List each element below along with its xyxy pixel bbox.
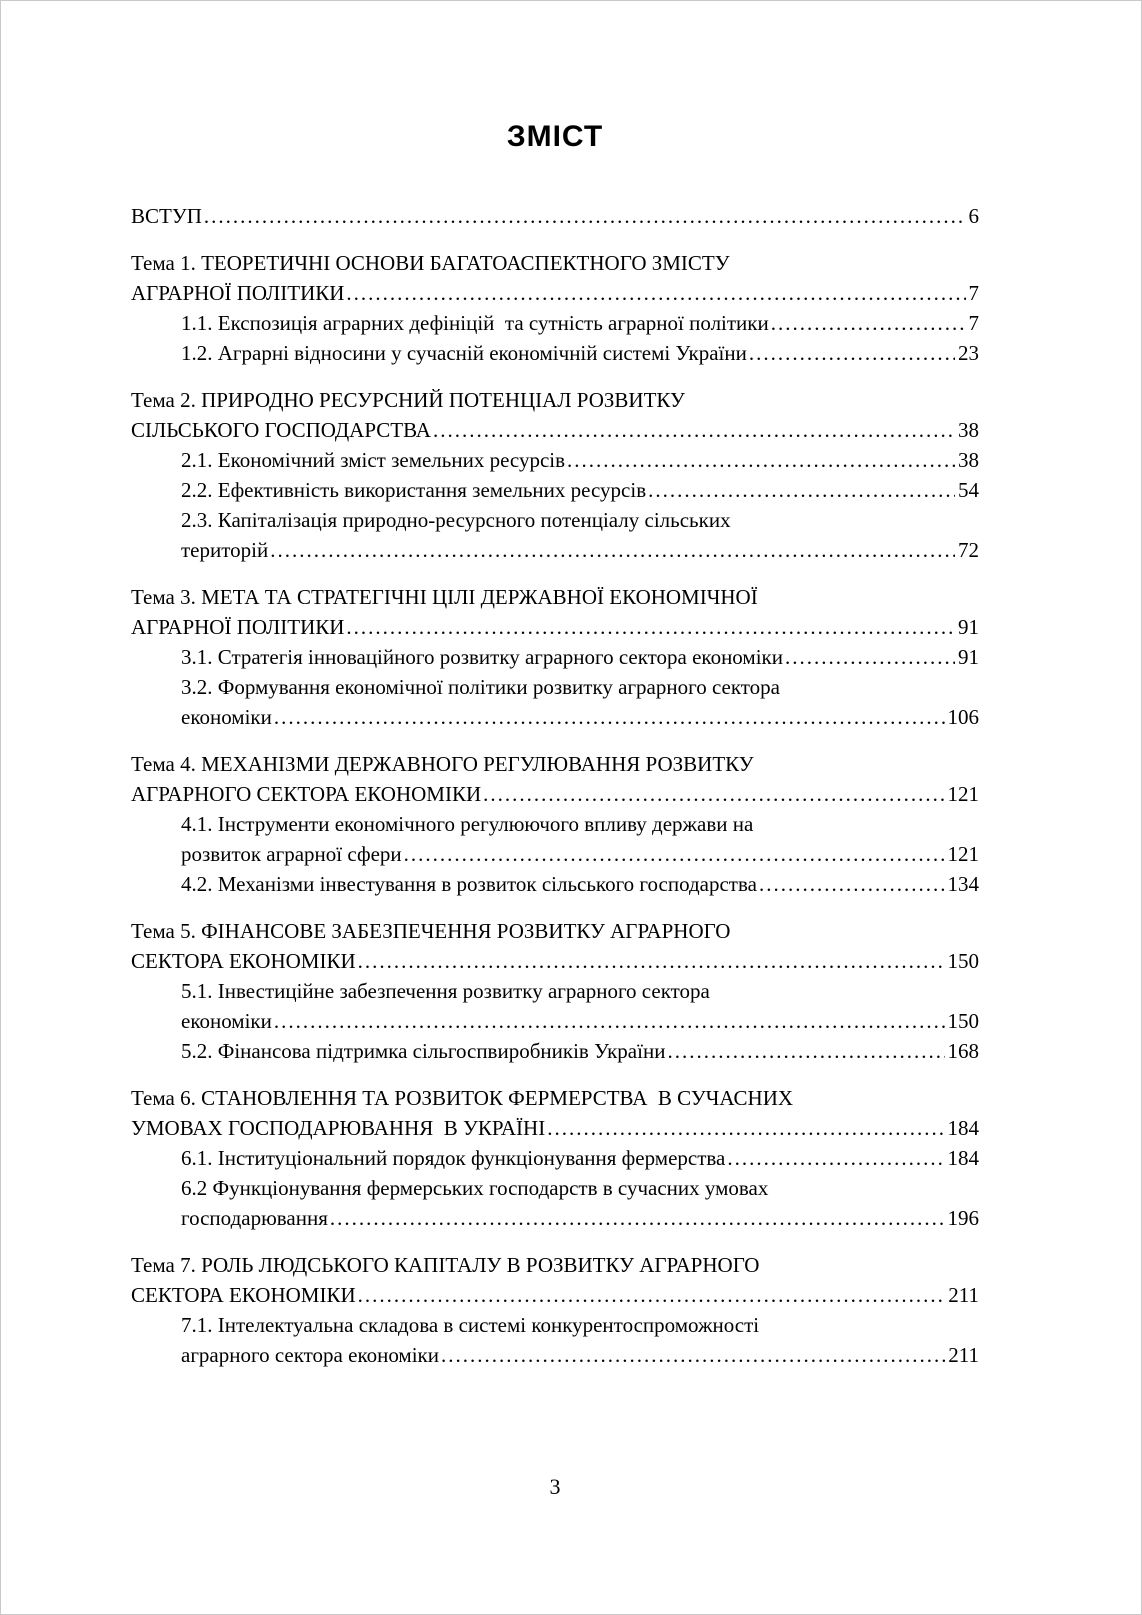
toc-line — [131, 201, 979, 231]
dotted-leader — [330, 1203, 945, 1233]
dotted-leader — [667, 1036, 944, 1066]
toc-page-number: 7 — [968, 311, 979, 335]
toc-page-number: 38 — [958, 418, 979, 442]
toc-line — [131, 385, 979, 415]
toc-entry — [131, 308, 979, 338]
toc-line — [181, 642, 979, 672]
toc-entry — [131, 505, 979, 565]
toc-entry-text: УМОВАХ ГОСПОДАРЮВАННЯ В УКРАЇНІ — [131, 1116, 546, 1140]
toc-page-number: 23 — [958, 341, 979, 365]
toc-entry-text: 2.1. Економічний зміст земельних ресурсів — [181, 448, 566, 472]
toc-entry-text: Тема 5. ФІНАНСОВЕ ЗАБЕЗПЕЧЕННЯ РОЗВИТКУ АГРАРНОГО — [131, 919, 731, 943]
toc-entry — [131, 916, 979, 976]
toc-line — [131, 1083, 979, 1113]
toc-line — [181, 976, 979, 1006]
toc-entry-text: Тема 4. МЕХАНІЗМИ ДЕРЖАВНОГО РЕГУЛЮВАННЯ РОЗВИТКУ — [131, 752, 754, 776]
toc-entry-text: 4.2. Механізми інвестування в розвиток сільського господарства — [181, 872, 757, 896]
toc-entry-text: господарювання — [181, 1206, 328, 1230]
page-title: ЗМІСТ — [506, 120, 604, 153]
toc-line — [131, 1113, 979, 1143]
toc-entry — [131, 976, 979, 1036]
toc-entry-text: економіки — [181, 1009, 272, 1033]
toc-page-number: 168 — [947, 1039, 979, 1063]
toc-line — [181, 1173, 979, 1203]
dotted-leader — [358, 1280, 946, 1310]
toc-page-number: 150 — [947, 1009, 979, 1033]
toc-entry-text: 5.2. Фінансова підтримка сільгоспвиробників України — [181, 1039, 666, 1063]
toc-entry-text: 1.2. Аграрні відносини у сучасній економічній системі України — [181, 341, 747, 365]
toc-entry — [131, 201, 979, 231]
toc-line — [181, 475, 979, 505]
toc-line — [181, 308, 979, 338]
toc-entry — [131, 1036, 979, 1066]
dotted-leader — [749, 338, 955, 368]
toc-line — [181, 1203, 979, 1233]
toc-page-number: 211 — [948, 1283, 979, 1307]
dotted-leader — [270, 535, 955, 565]
toc-page-number: 134 — [947, 872, 979, 896]
toc-line — [181, 809, 979, 839]
toc-page-number: 121 — [947, 842, 979, 866]
toc-page-number: 150 — [947, 949, 979, 973]
dotted-leader — [346, 278, 965, 308]
toc-entry-text: АГРАРНОГО СЕКТОРА ЕКОНОМІКИ — [131, 782, 482, 806]
dotted-leader — [404, 839, 945, 869]
toc-page-number: 54 — [958, 478, 979, 502]
dotted-leader — [771, 308, 966, 338]
toc-entry — [131, 582, 979, 642]
toc-page-number: 6 — [968, 204, 979, 228]
page-content — [131, 119, 979, 1370]
toc-line — [131, 415, 979, 445]
toc-page-number: 121 — [947, 782, 979, 806]
toc-line — [131, 1250, 979, 1280]
dotted-leader — [433, 415, 955, 445]
toc-line — [131, 1280, 979, 1310]
dotted-leader — [785, 642, 955, 672]
toc-entry-text: територій — [181, 538, 269, 562]
toc-page-number: 106 — [947, 705, 979, 729]
toc-line — [181, 1036, 979, 1066]
dotted-leader — [648, 475, 955, 505]
toc-entry-text: економіки — [181, 705, 272, 729]
toc-line — [181, 839, 979, 869]
dotted-leader — [274, 702, 945, 732]
toc-entry — [131, 475, 979, 505]
toc-entry-text: 5.1. Інвестиційне забезпечення розвитку аграрного сектора — [181, 979, 710, 1003]
toc-entry-text: 1.1. Експозиція аграрних дефініцій та сутність аграрної політики — [181, 311, 769, 335]
toc-entry — [131, 672, 979, 732]
toc-entry — [131, 385, 979, 445]
toc-entry-text: Тема 6. СТАНОВЛЕННЯ ТА РОЗВИТОК ФЕРМЕРСТВА В СУЧАСНИХ — [131, 1086, 794, 1110]
toc-entry-text: 6.1. Інституціональний порядок функціонування фермерства — [181, 1146, 726, 1170]
toc-entry-text: АГРАРНОЇ ПОЛІТИКИ — [131, 615, 345, 639]
toc-entry-text: аграрного сектора економіки — [181, 1343, 439, 1367]
dotted-leader — [274, 1006, 945, 1036]
toc-entry-text: АГРАРНОЇ ПОЛІТИКИ — [131, 281, 345, 305]
toc-entry-text: 2.3. Капіталізація природно-ресурсного потенціалу сільських — [181, 508, 731, 532]
toc-entry-text: 3.2. Формування економічної політики розвитку аграрного сектора — [181, 675, 781, 699]
toc-entry — [131, 445, 979, 475]
dotted-leader — [567, 445, 955, 475]
toc-line — [181, 1006, 979, 1036]
toc-page-number: 184 — [947, 1116, 979, 1140]
toc-line — [181, 869, 979, 899]
toc-entry-text: Тема 3. МЕТА ТА СТРАТЕГІЧНІ ЦІЛІ ДЕРЖАВНОЇ ЕКОНОМІЧНОЇ — [131, 585, 758, 609]
toc-entry-text: 4.1. Інструменти економічного регулюючого впливу держави на — [181, 812, 754, 836]
toc-line — [181, 1143, 979, 1173]
toc-entry-text: Тема 1. ТЕОРЕТИЧНІ ОСНОВИ БАГАТОАСПЕКТНОГО ЗМІСТУ — [131, 251, 730, 275]
dotted-leader — [346, 612, 955, 642]
toc-line — [131, 612, 979, 642]
toc-line — [131, 278, 979, 308]
toc-entry-text: 6.2 Функціонування фермерських господарств в сучасних умовах — [181, 1176, 769, 1200]
toc-line — [181, 505, 979, 535]
dotted-leader — [759, 869, 945, 899]
toc-line — [131, 779, 979, 809]
dotted-leader — [483, 779, 944, 809]
toc-line — [131, 946, 979, 976]
dotted-leader — [441, 1340, 945, 1370]
toc-entry-text: 3.1. Стратегія інноваційного розвитку аграрного сектора економіки — [181, 645, 783, 669]
toc-entry — [131, 338, 979, 368]
dotted-leader — [358, 946, 945, 976]
toc-line — [181, 338, 979, 368]
toc-entry-text: Тема 7. РОЛЬ ЛЮДСЬКОГО КАПІТАЛУ В РОЗВИТКУ АГРАРНОГО — [131, 1253, 760, 1277]
dotted-leader — [204, 201, 966, 231]
toc-line — [181, 702, 979, 732]
toc-line — [181, 1310, 979, 1340]
toc-entry — [131, 248, 979, 308]
toc-entry — [131, 1143, 979, 1173]
toc-page-number: 196 — [947, 1206, 979, 1230]
toc-page-number: 184 — [947, 1146, 979, 1170]
toc-line — [131, 248, 979, 278]
toc-line — [181, 672, 979, 702]
dotted-leader — [547, 1113, 944, 1143]
toc-line — [181, 1340, 979, 1370]
page-number: 3 — [549, 1474, 561, 1499]
toc-list — [131, 201, 979, 1370]
toc-line — [131, 916, 979, 946]
toc-page-number: 91 — [958, 615, 979, 639]
toc-entry-text: 7.1. Інтелектуальна складова в системі конкурентоспроможності — [181, 1313, 760, 1337]
toc-entry — [131, 1173, 979, 1233]
toc-entry-text: СЕКТОРА ЕКОНОМІКИ — [131, 1283, 356, 1307]
toc-page-number: 211 — [948, 1343, 979, 1367]
toc-entry — [131, 1250, 979, 1310]
toc-line — [131, 749, 979, 779]
toc-page-number: 38 — [958, 448, 979, 472]
toc-entry — [131, 809, 979, 869]
toc-entry-text: СІЛЬСЬКОГО ГОСПОДАРСТВА — [131, 418, 431, 442]
toc-line — [181, 445, 979, 475]
toc-entry-text: СЕКТОРА ЕКОНОМІКИ — [131, 949, 356, 973]
toc-page-number: 72 — [958, 538, 979, 562]
toc-entry — [131, 642, 979, 672]
toc-page-number: 91 — [958, 645, 979, 669]
toc-entry — [131, 749, 979, 809]
toc-line — [131, 582, 979, 612]
toc-entry — [131, 869, 979, 899]
dotted-leader — [727, 1143, 944, 1173]
toc-page-number: 7 — [968, 281, 979, 305]
toc-entry-text: Тема 2. ПРИРОДНО РЕСУРСНИЙ ПОТЕНЦІАЛ РОЗВИТКУ — [131, 388, 685, 412]
toc-entry-text: розвиток аграрної сфери — [181, 842, 402, 866]
toc-line — [181, 535, 979, 565]
toc-entry-text: 2.2. Ефективність використання земельних ресурсів — [181, 478, 647, 502]
toc-entry — [131, 1083, 979, 1143]
toc-entry-text: ВСТУП — [131, 204, 202, 228]
toc-entry — [131, 1310, 979, 1370]
